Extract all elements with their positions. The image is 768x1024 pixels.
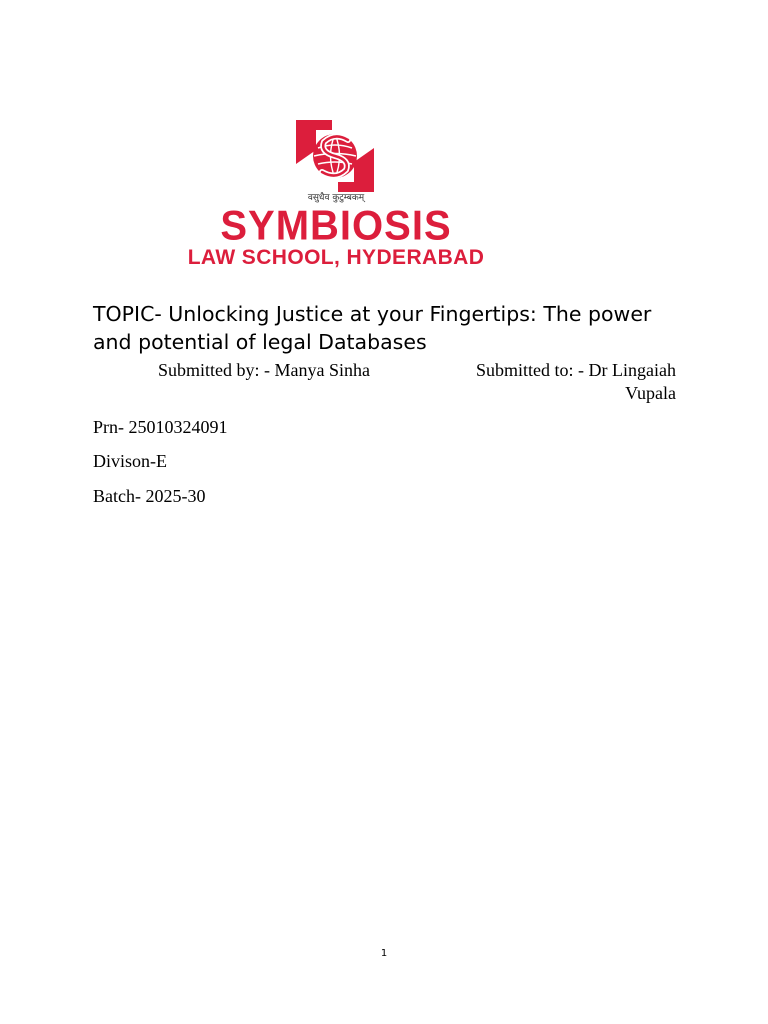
- logo-subtitle: LAW SCHOOL, HYDERABAD: [187, 246, 485, 269]
- page-number: 1: [380, 948, 388, 959]
- logo-brand-name: SYMBIOSIS: [220, 202, 452, 250]
- symbiosis-emblem-icon: [296, 120, 374, 192]
- topic-heading: TOPIC- Unlocking Justice at your Fingertips: The power and potential of legal Databases: [93, 302, 652, 354]
- submitted-by: Submitted by: - Manya Sinha: [158, 360, 370, 380]
- logo-motto: वसुधैव कुटुम्बकम्: [307, 193, 365, 203]
- prn-number: Prn- 25010324091: [93, 417, 228, 437]
- batch: Batch- 2025-30: [93, 486, 206, 506]
- symbiosis-logo: [176, 120, 496, 270]
- submitted-to: Submitted to: - Dr Lingaiah Vupala: [476, 360, 676, 403]
- division: Divison-E: [93, 451, 167, 471]
